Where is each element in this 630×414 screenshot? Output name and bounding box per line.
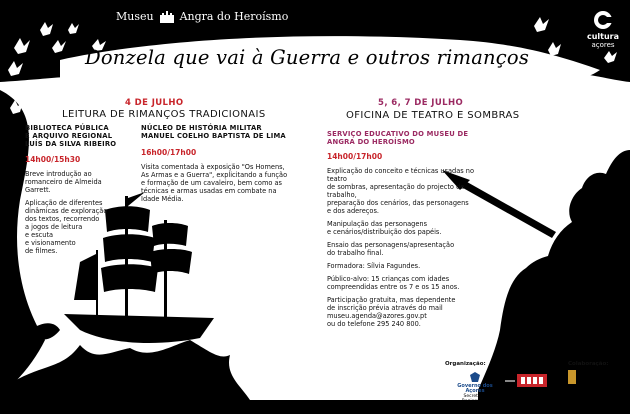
library-mark-icon [568, 370, 576, 384]
main-title: Donzela que vai à Guerra e outros rimanços [85, 46, 530, 69]
text-line: Breve introdução ao [25, 170, 92, 178]
text-line: dos textos, recorrendo [25, 215, 100, 223]
right-event-date: 5, 6, 7 DE JULHO [378, 98, 464, 108]
workshop-audience [327, 275, 487, 291]
text-line: Participação gratuita, mas dependente [327, 296, 456, 304]
cultura-brand: cultura [586, 32, 620, 41]
text-line: As Armas e a Guerra", explicitando a função [141, 171, 288, 179]
governo-acores-logo [455, 372, 495, 414]
organizers-label: Organização: [445, 361, 486, 367]
venue1-paragraph [25, 170, 125, 194]
workshop-paragraph [327, 241, 487, 257]
text-line: dinâmicas de exploração [25, 207, 108, 215]
gov-sub: Secretaria Regional da Educação e Formação [461, 394, 489, 414]
museum-name: Angra do Heroísmo [179, 10, 289, 23]
venue2-time: 16h00/17h00 [141, 148, 197, 157]
text-line: e escuta [25, 231, 54, 239]
text-line: romanceiro de Almeida [25, 178, 102, 186]
collaboration-label: Colaboração: [568, 361, 609, 367]
workshop-registration [327, 296, 487, 328]
left-event-date: 4 DE JULHO [125, 98, 184, 108]
museum-logo-small [503, 372, 549, 388]
library-name: BIBLIOTECA PÚBLICA E ARQUIVO REGIONAL LUÍS DA SILVA RIBEIRO [579, 370, 619, 395]
venue1-name-line: LUÍS DA SILVA RIBEIRO [25, 140, 117, 148]
text-line: Idade Média. [141, 195, 184, 203]
text-line: Ensaio das personagens/apresentação [327, 241, 455, 249]
workshop-description [327, 167, 487, 328]
venue1-name-line: BIBLIOTECA PÚBLICA [25, 124, 109, 132]
museum-logo [116, 10, 288, 23]
cultura-acores-logo [584, 10, 622, 49]
workshop-column [327, 130, 487, 333]
venue1-description [25, 170, 125, 255]
museum-word: Museu [116, 10, 154, 23]
venue2-description [141, 163, 291, 203]
text-line: de inscrição prévia através do mail [327, 304, 443, 312]
text-line: e formação de um cavaleiro, bem como as [141, 179, 282, 187]
text-line: Explicação do conceito e técnicas usadas no teatro [327, 167, 475, 183]
workshop-time: 14h00/17h00 [327, 152, 383, 161]
text-line: de filmes. [25, 247, 58, 255]
venue1-time: 14h00/15h30 [25, 155, 81, 164]
workshop-paragraph [327, 220, 487, 236]
workshop-trainer [327, 262, 487, 270]
text-line: Aplicação de diferentes [25, 199, 103, 207]
text-line: compreendidas entre os 7 e os 15 anos. [327, 283, 460, 291]
text-line: técnicas e armas usadas em combate na [141, 187, 277, 195]
text-line: a jogos de leitura [25, 223, 83, 231]
cultura-sub: açores [591, 41, 615, 49]
castle-icon [160, 11, 174, 23]
venue2-column [141, 124, 291, 203]
venue2-name-line: MANUEL COELHO BAPTISTA DE LIMA [141, 132, 286, 140]
text-line: Público-alvo: 15 crianças com idades [327, 275, 450, 283]
text-line: Formadora: Sílvia Fagundes. [327, 262, 421, 270]
venue1-name [25, 124, 125, 148]
text-line: e visionamento [25, 239, 76, 247]
text-line: e dos adereços. [327, 207, 379, 215]
cultura-icon [593, 10, 613, 30]
workshop-paragraph [327, 167, 487, 215]
venue2-name-line: NÚCLEO DE HISTÓRIA MILITAR [141, 124, 262, 132]
library-logo [568, 370, 620, 395]
right-event-title: OFICINA DE TEATRO E SOMBRAS [346, 110, 520, 121]
text-line: preparação dos cenários, das personagens [327, 199, 469, 207]
text-line: e cenários/distribuição dos papéis. [327, 228, 442, 236]
workshop-venue: SERVIÇO EDUCATIVO DO MUSEU DE ANGRA DO HEROÍSMO [327, 130, 469, 146]
venue1-paragraph [25, 199, 125, 255]
text-line: do trabalho final. [327, 249, 384, 257]
azores-crest-icon [470, 372, 480, 382]
registration-email[interactable]: museu.agenda@azores.gov.pt [327, 312, 427, 320]
venue2-name [141, 124, 291, 140]
venue1-column [25, 124, 125, 260]
registration-phone[interactable]: ou do telefone 295 240 800. [327, 320, 421, 328]
left-event-title: LEITURA DE RIMANÇOS TRADICIONAIS [62, 109, 266, 120]
venue1-name-line: E ARQUIVO REGIONAL [25, 132, 113, 140]
text-line: Visita comentada à exposição "Os Homens, [141, 163, 285, 171]
text-line: de sombras, apresentação do projecto de trabalho, [327, 183, 465, 199]
gov-name: Governo dos Açores [457, 383, 493, 394]
text-line: Manipulação das personagens [327, 220, 428, 228]
text-line: Garrett. [25, 186, 51, 194]
